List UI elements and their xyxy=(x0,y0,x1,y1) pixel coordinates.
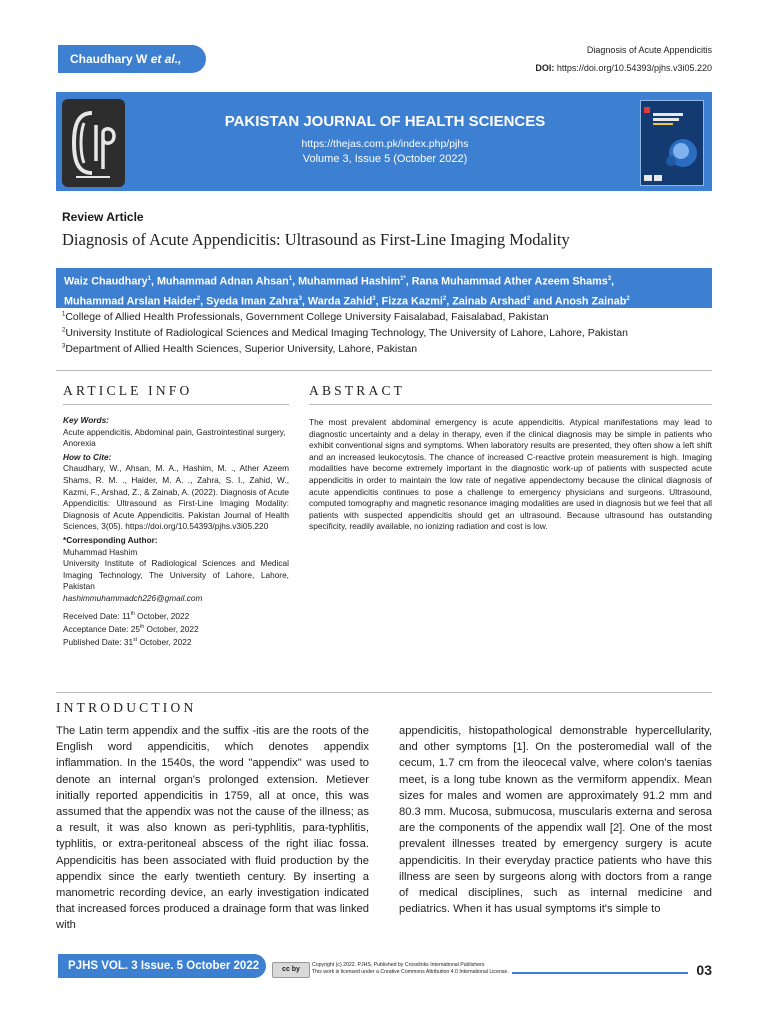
article-title: Diagnosis of Acute Appendicitis: Ultrasound as First-Line Imaging Modality xyxy=(62,230,570,249)
doi-line xyxy=(535,63,712,73)
author-separator: , xyxy=(446,295,453,308)
abstract-text: The most prevalent abdominal emergency is acute appendicitis. Atypical manifestations may lead to diagnostic uncertainty and a delay in therapy, even if the clinical diagnosis may be simple in patients who exhibit conventional signs and symptoms. When laboratory results are presented, they often show a left shift and an increased leukocytosis. The chance of increased C-reactive protein measurement is high. Imaging modalities have become extremely important in the diagnostic work-up of patients with suspected acute appendicitis in order to maintain the low rate of negative appendectomy because the clinical diagnosis of acute appendicitis continues to pose a challenge to emergency physicians and surgeons. Ultrasound, computed tomography and magnetic resonance imaging modalities are used in diagnosis but we feel that all patients with suspected appendicitis should get an ultrasound. Because ultrasound has outstanding specificity, readily available, no ionizing radiation and cost is low. xyxy=(309,417,712,532)
author-affiliation-mark: 2 xyxy=(196,295,201,302)
accepted-rest: October, 2022 xyxy=(144,623,199,634)
doi-label: DOI: xyxy=(535,63,555,73)
footer-issue: PJHS VOL. 3 Issue. 5 October 2022 xyxy=(58,954,266,978)
author-separator: , xyxy=(375,295,382,308)
doi-link[interactable]: https://doi.org/10.54393/pjhs.v3i05.220 xyxy=(556,63,712,73)
author-affiliation-mark: 1* xyxy=(400,276,406,282)
how-to-cite-label: How to Cite: xyxy=(63,451,112,462)
author-separator: , xyxy=(611,275,615,288)
journal-url[interactable]: https://thejas.com.pk/index.php/pjhs xyxy=(301,138,469,150)
running-author-name: Chaudhary W xyxy=(70,52,148,66)
author-list xyxy=(56,268,712,308)
author-name: Muhammad Adnan Ahsan xyxy=(156,275,289,288)
running-author-suffix: et al., xyxy=(150,52,182,66)
affiliation-text: Department of Allied Health Sciences, Superior University, Lahore, Pakistan xyxy=(65,343,418,355)
introduction-heading: INTRODUCTION xyxy=(56,700,197,715)
author-affiliation-mark: 1 xyxy=(147,276,151,282)
published-date xyxy=(63,635,289,648)
clip-logo-icon xyxy=(62,99,125,187)
affiliation-line xyxy=(62,327,628,339)
author-separator: , xyxy=(150,275,157,288)
author-separator: and xyxy=(530,295,555,308)
journal-volume: Volume 3, Issue 5 (October 2022) xyxy=(302,153,468,165)
corresponding-name: Muhammad Hashim xyxy=(63,546,138,557)
published-rest: October, 2022 xyxy=(137,636,192,647)
author-name: Muhammad Hashim xyxy=(298,275,401,288)
running-author xyxy=(58,45,206,73)
author-affiliation-mark: 3 xyxy=(298,295,302,302)
author-separator: , xyxy=(405,275,412,288)
affiliation-mark: 1 xyxy=(62,311,66,318)
author-affiliation-mark: 2 xyxy=(442,295,447,302)
author-affiliation-mark: 2 xyxy=(626,295,630,302)
author-separator: , xyxy=(200,295,207,308)
acceptance-date xyxy=(63,622,289,635)
published-sup: st xyxy=(133,637,138,644)
affiliation-line xyxy=(62,343,417,355)
author-name: Warda Zahid xyxy=(307,295,373,308)
article-info xyxy=(63,415,289,649)
cover-art xyxy=(641,101,703,185)
author-affiliation-mark: 3 xyxy=(607,276,612,282)
author-name: Rana Muhammad Ather Azeem Shams xyxy=(411,275,608,288)
accepted-label: Acceptance Date: 25 xyxy=(63,623,141,634)
received-rest: October, 2022 xyxy=(134,610,190,621)
divider xyxy=(56,692,712,693)
corresponding-affiliation: University Institute of Radiological Sciences and Medical Imaging Technology, The University of Lahore, Lahore, Pakistan xyxy=(63,558,289,592)
intro-column-1: The Latin term appendix and the suffix -itis are the roots of the English word appendicitis, which denotes appendix inflammation. In the 1540s, the word "appendix" was used to denote an internal organ's prolonged extension. Metiever initially reported appendicitis in 1759, all at once, this was assumed that the appendix was not the cause of the illness; as a result, it was also known as peri-typhlitis, para-typhlitis, typhlitis, or extra-peritoneal abscess of the right iliac fossa. Appendicitis has been associated with fluid production by the appendix since the early twentieth century. By inserting a manometric recording device, an early investigation indicated that increased forces produced a drainage form that was linked with xyxy=(56,725,369,932)
divider xyxy=(56,370,712,371)
footer-license xyxy=(312,962,509,976)
corresponding-label: *Corresponding Author: xyxy=(63,534,158,545)
accepted-sup: th xyxy=(140,623,145,630)
author-affiliation-mark: 1 xyxy=(288,276,293,282)
footer-rule xyxy=(512,972,688,974)
author-affiliation-mark: 3 xyxy=(372,295,376,302)
received-date xyxy=(63,609,289,622)
author-separator: , xyxy=(301,295,308,308)
corresponding-email[interactable]: hashimmuhammadch226@gmail.com xyxy=(63,592,203,603)
citation: Chaudhary, W., Ahsan, M. A., Hashim, M. ., Ather Azeem Shams, R. M. ., Haider, M. A. ., Zahra, S. I., Zahid, W., Kazmi, F., Arshad, Z., & Zainab, A. (2022). Diagnosis of Acute Appendicitis: Ultrasound as First-Line Imaging Modality: Diagnosis of Acute Appendicitis. Pakistan Journal of Health Sciences, 3(05). https://doi.org/10.54393/pjhs.v3i05.220 xyxy=(63,463,289,532)
keywords: Acute appendicitis, Abdominal pain, Gastrointestinal surgery, Anorexia xyxy=(63,426,286,449)
divider xyxy=(63,404,289,405)
intro-column-2: appendicitis, histopathological demonstrable hypercellularity, and other symptoms [1]. On the posteromedial wall of the cecum, 1.7 cm from the ileocecal valve, where colon's taenias meet, is a long tube known as the vermiform appendix. Mean sizes for males and women are approximately 91.2 mm and 80.3 mm. Mucosa, submucosa, muscularis externa and serosa are the components of the appendix wall [2]. One of the most prevalent illnesses treated by emergency surgery is acute appendicitis. In their everyday practice patients who have this illness are seen by surgeons along with doctors from a range of medical disciplines, such as internal medicine and pediatrics. When it has usual symptoms it's simple to xyxy=(399,725,712,916)
affiliation-mark: 3 xyxy=(62,343,66,350)
author-affiliation-mark: 2 xyxy=(526,295,531,302)
published-label: Published Date: 31 xyxy=(63,636,134,647)
author-line-2 xyxy=(64,291,712,311)
divider xyxy=(309,404,712,405)
received-sup: th xyxy=(130,610,135,617)
affiliation-text: University Institute of Radiological Sciences and Medical Imaging Technology, The University of Lahore, Lahore, Pakistan xyxy=(65,327,628,339)
affiliation-mark: 2 xyxy=(62,327,66,334)
license-text[interactable]: This work is licensed under a Creative Commons Attribution 4.0 International License. xyxy=(312,969,509,975)
author-name: Anosh Zainab xyxy=(554,295,627,308)
copyright-text: Copyright (c) 2022. PJHS, Published by Crosslinks International Publishers xyxy=(312,962,485,968)
author-name: Muhammad Arslan Haider xyxy=(64,295,197,308)
author-name: Zainab Arshad xyxy=(452,295,527,308)
keywords-label: Key Words: xyxy=(63,415,109,425)
author-name: Fizza Kazmi xyxy=(381,295,443,308)
received-label: Received Date: 11 xyxy=(63,610,131,621)
abstract-heading: ABSTRACT xyxy=(309,383,406,398)
author-name: Waiz Chaudhary xyxy=(64,275,148,288)
journal-name: PAKISTAN JOURNAL OF HEALTH SCIENCES xyxy=(224,113,546,130)
running-title: Diagnosis of Acute Appendicitis xyxy=(586,45,712,55)
page-number: 03 xyxy=(696,962,712,978)
author-separator: , xyxy=(292,275,299,288)
affiliation-line xyxy=(62,311,549,323)
author-name: Syeda Iman Zahra xyxy=(206,295,299,308)
affiliation-text: College of Allied Health Professionals, Government College University Faisalabad, Faisalabad, Pakistan xyxy=(65,311,549,323)
cc-by-icon: cc by xyxy=(272,962,310,978)
author-line-1 xyxy=(64,271,712,291)
article-info-heading: ARTICLE INFO xyxy=(63,383,193,398)
journal-cover-thumbnail xyxy=(640,100,704,186)
article-type: Review Article xyxy=(62,210,144,224)
